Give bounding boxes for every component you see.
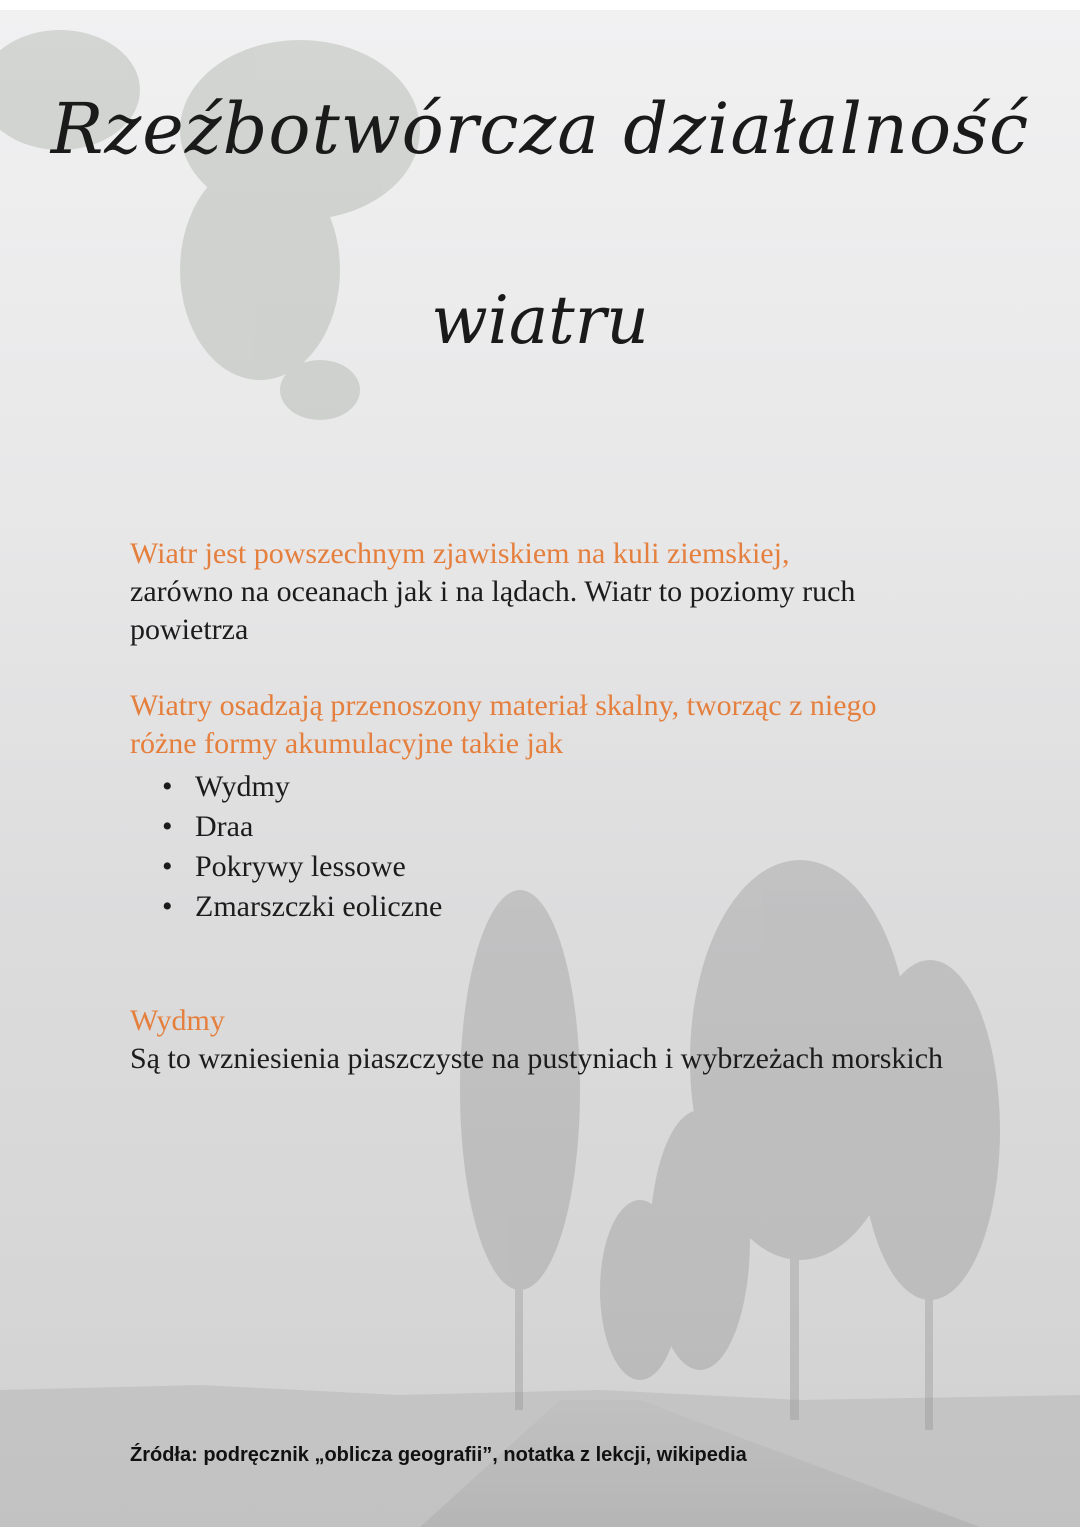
intro-text: zarówno na oceanach jak i na lądach. Wiatr to poziomy ruch powietrza	[130, 575, 856, 646]
accumulation-paragraph	[130, 687, 950, 763]
list-item: • Pokrywy lessowe	[162, 847, 442, 887]
list-item: • Draa	[162, 807, 442, 847]
dunes-heading: Wydmy	[130, 1004, 225, 1037]
list-item: • Zmarszczki eoliczne	[162, 887, 442, 927]
accumulation-highlight: Wiatry osadzają przenoszony materiał skalny, tworząc z niego różne formy akumulacyjne takie jak	[130, 689, 877, 760]
intro-highlight: Wiatr jest powszechnym zjawiskiem na kuli ziemskiej,	[130, 537, 790, 570]
intro-paragraph	[130, 535, 950, 649]
sources-note: Źródła: podręcznik „oblicza geografii”, notatka z lekcji, wikipedia	[130, 1444, 747, 1466]
list-item: • Wydmy	[162, 767, 442, 807]
page	[0, 10, 1080, 1527]
dunes-section	[130, 1002, 950, 1078]
page-title-continuation: wiatru	[431, 282, 649, 359]
accumulation-forms-list	[162, 767, 442, 927]
dunes-text: Są to wzniesienia piaszczyste na pustyniach i wybrzeżach morskich	[130, 1042, 944, 1075]
page-title: Rzeźbotwórcza działalność	[50, 88, 1030, 170]
